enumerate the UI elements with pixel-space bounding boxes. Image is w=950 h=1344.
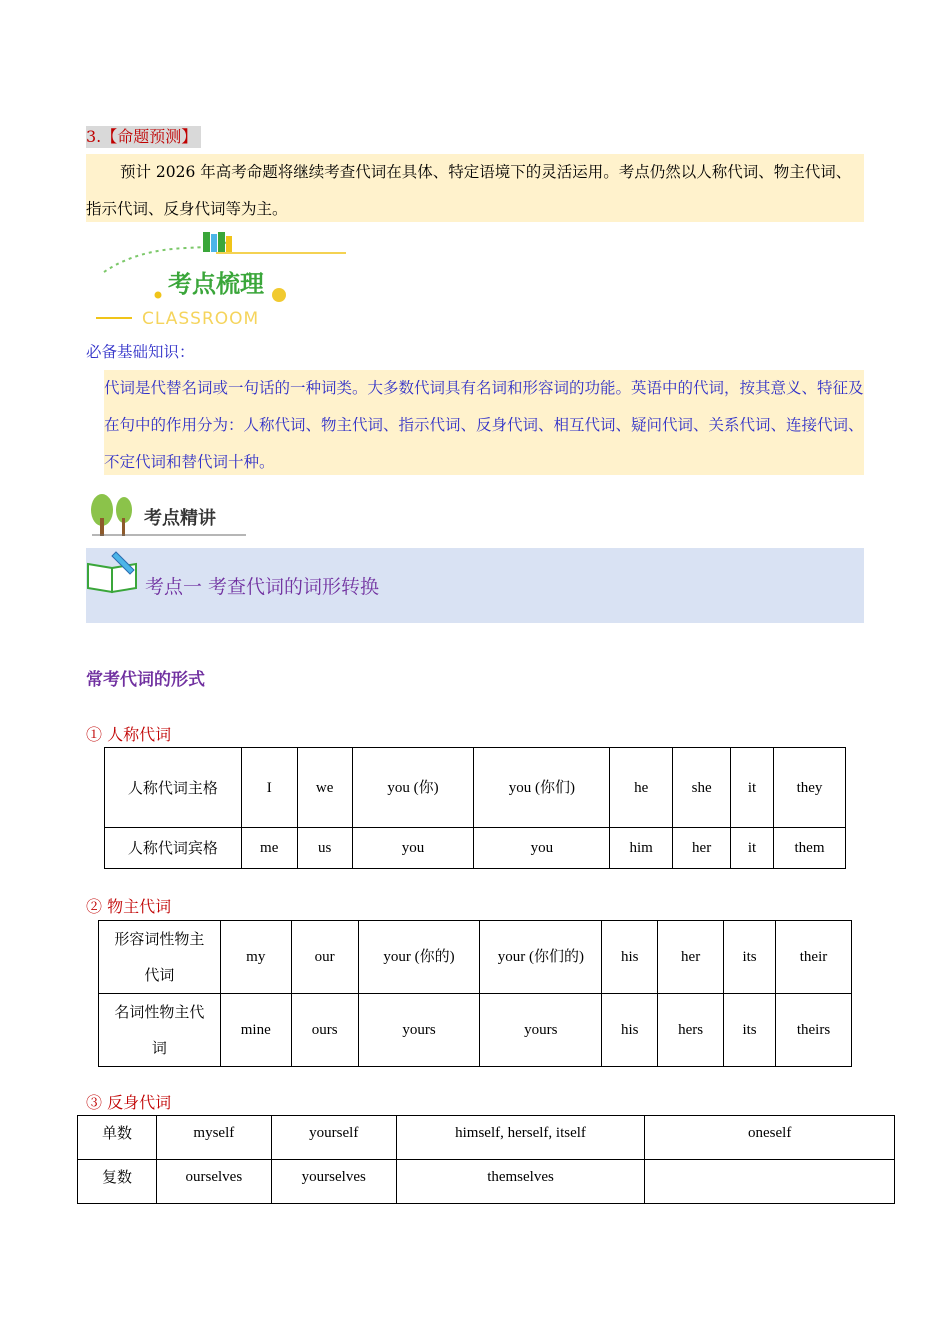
prediction-text: 预计 2026 年高考命题将继续考查代词在具体、特定语境下的灵活运用。考点仍然以人称代词、物主代词、指示代词、反身代词等为主。 <box>86 163 852 218</box>
table-cell: 复数 <box>78 1160 157 1204</box>
jingjiang-logo-title: 考点精讲 <box>144 508 216 529</box>
table-row <box>99 921 852 994</box>
table-cell: you <box>474 828 610 869</box>
table-cell <box>645 1160 895 1204</box>
classroom-logo-subtitle: CLASSROOM <box>142 309 260 329</box>
table-cell: their <box>776 921 852 994</box>
table-cell: it <box>731 748 774 828</box>
tree-icon <box>91 494 132 536</box>
table-cell: me <box>241 828 297 869</box>
reflexive-pronoun-table <box>77 1115 895 1204</box>
table-cell: yourself <box>271 1116 396 1160</box>
reflexive-pronoun-title: ③ 反身代词 <box>86 1093 172 1112</box>
table-row <box>78 1116 895 1160</box>
table-cell: its <box>724 994 776 1067</box>
table-cell: 单数 <box>78 1116 157 1160</box>
table-row <box>105 748 846 828</box>
table-cell: my <box>220 921 291 994</box>
table-cell: her <box>658 921 724 994</box>
table-row <box>105 828 846 869</box>
table-cell: hers <box>658 994 724 1067</box>
prediction-heading: 3.【命题预测】 <box>86 126 201 148</box>
basics-text: 代词是代替名词或一句话的一种词类。大多数代词具有名词和形容词的功能。英语中的代词，按其意义、特征及在句中的作用分为：人称代词、物主代词、指示代词、反身代词、相互代词、疑问代词、关系代词、连接代词、不定代词和替代词十种。 <box>104 370 864 475</box>
table-cell: ours <box>291 994 358 1067</box>
table-cell: your (你们的) <box>480 921 602 994</box>
possessive-pronoun-title: ② 物主代词 <box>86 897 172 916</box>
table-cell: theirs <box>776 994 852 1067</box>
table-cell: 形容词性物主代词 <box>99 921 221 994</box>
table-cell: they <box>774 748 846 828</box>
table-cell: his <box>602 921 658 994</box>
table-cell: mine <box>220 994 291 1067</box>
jingjiang-logo <box>88 490 248 540</box>
table-row <box>99 994 852 1067</box>
table-row <box>78 1160 895 1204</box>
kaodian-title: 考点一 考查代词的词形转换 <box>145 576 380 598</box>
table-cell: our <box>291 921 358 994</box>
table-cell: her <box>673 828 731 869</box>
table-cell: yourselves <box>271 1160 396 1204</box>
table-cell: them <box>774 828 846 869</box>
table-cell: 人称代词主格 <box>105 748 242 828</box>
table-cell: myself <box>156 1116 271 1160</box>
table-cell: yours <box>480 994 602 1067</box>
classroom-logo <box>96 230 356 330</box>
classroom-logo-title: 考点梳理 <box>168 270 264 298</box>
possessive-pronoun-table <box>98 920 852 1067</box>
table-cell: yours <box>358 994 480 1067</box>
section-title: 常考代词的形式 <box>86 670 205 690</box>
table-cell: she <box>673 748 731 828</box>
table-cell: your (你的) <box>358 921 480 994</box>
basics-title: 必备基础知识： <box>86 343 195 361</box>
table-cell: 人称代词宾格 <box>105 828 242 869</box>
table-cell: himself, herself, itself <box>396 1116 645 1160</box>
table-cell: you <box>352 828 474 869</box>
prediction-text-box <box>86 154 864 222</box>
table-cell: themselves <box>396 1160 645 1204</box>
table-cell: us <box>297 828 352 869</box>
table-cell: we <box>297 748 352 828</box>
book-icon <box>203 232 210 252</box>
personal-pronoun-title: ① 人称代词 <box>86 725 172 744</box>
table-cell: him <box>610 828 673 869</box>
personal-pronoun-table <box>104 747 846 869</box>
table-cell: ourselves <box>156 1160 271 1204</box>
table-cell: 名词性物主代词 <box>99 994 221 1067</box>
table-cell: his <box>602 994 658 1067</box>
table-cell: he <box>610 748 673 828</box>
table-cell: I <box>241 748 297 828</box>
table-cell: you (你们) <box>474 748 610 828</box>
table-cell: its <box>724 921 776 994</box>
table-cell: it <box>731 828 774 869</box>
table-cell: oneself <box>645 1116 895 1160</box>
open-book-icon <box>86 548 142 596</box>
table-cell: you (你) <box>352 748 474 828</box>
